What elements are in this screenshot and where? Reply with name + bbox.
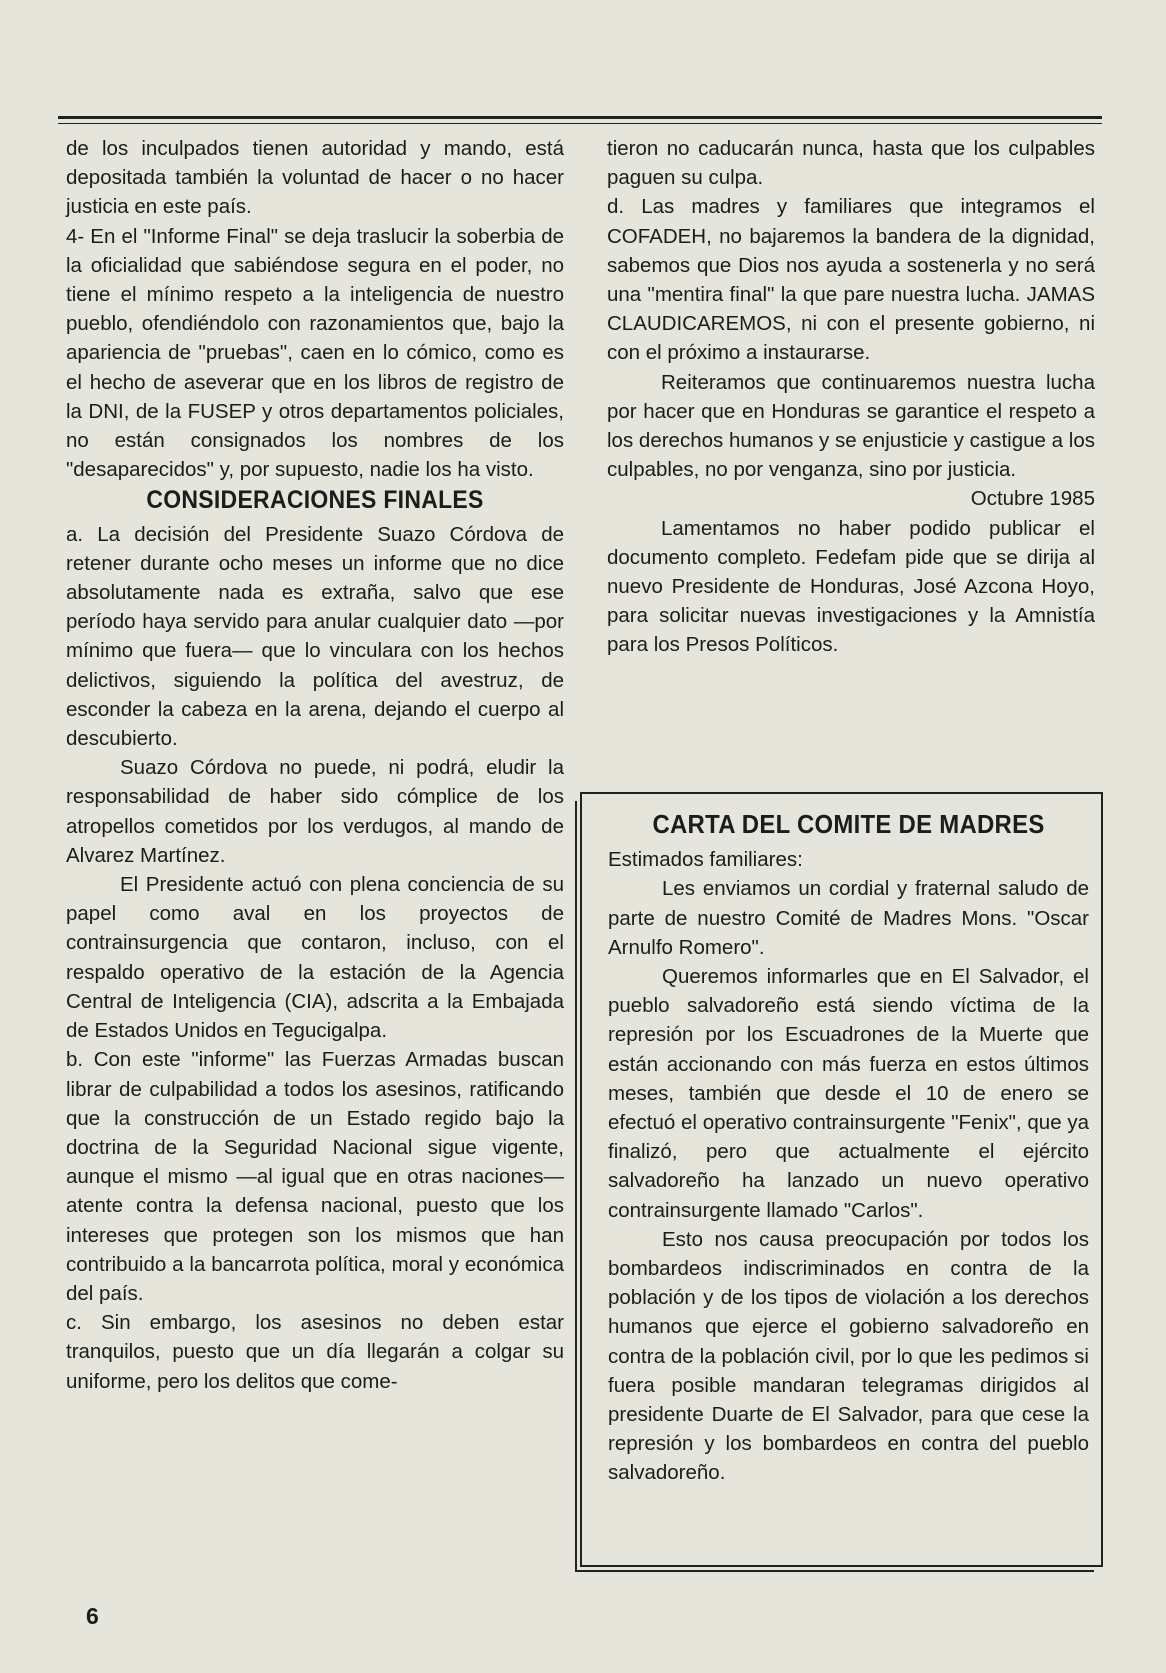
item-a: a. La decisión del Presidente Suazo Córdova de retener durante ocho meses un informe que no dice absolutamente nada es extraña, salvo que ese período haya servido para anular cualquier dato —por mínimo que fuera— que lo vinculara con los hechos delictivos, siguiendo la política del avestruz, de esconder la cabeza en la arena, dejando el cuerpo al descubierto.: [66, 522, 564, 751]
letter-paragraph-3: Esto nos causa preocupación por todos los bombardeos indiscriminados en contra de la población y de los tipos de violación a los derechos humanos que ejerce el gobierno salvadoreño en contra de la población civil, por lo que les pedimos si fuera posible mandaran telegramas dirigidos al presidente Duarte de El Salvador, para que cese la represión y los bombardeos en contra del pueblo salvadoreño.: [608, 1227, 1089, 1485]
header-rule-thin: [58, 123, 1102, 124]
letter-box: [580, 792, 1103, 1567]
left-paragraph-4: 4- En el "Informe Final" se deja traslucir la soberbia de la oficialidad que sabiéndose segura en el poder, no tiene el mínimo respeto a la inteligencia de nuestro pueblo, ofendiéndolo con razonamientos que, bajo la apariencia de "pruebas", caen en lo cómico, como es el hecho de aseverar que en los libros de registro de la DNI, de la FUSEP y otros departamentos policiales, no están consignados los nombres de los "desaparecidos" y, por supuesto, nadie los ha visto.: [66, 224, 564, 482]
letter-heading: CARTA DEL COMITE DE MADRES: [652, 809, 1045, 839]
item-a-paragraph-2: Suazo Córdova no puede, ni podrá, eludir la responsabilidad de haber sido cómplice de los atropellos cometidos por los verdugos, al mando de Alvarez Martínez.: [66, 756, 564, 867]
letter-salutation: Estimados familiares:: [608, 848, 803, 872]
item-d: d. Las madres y familiares que integramos el COFADEH, no bajaremos la bandera de la dignidad, sabemos que Dios nos ayuda a sostenerla y no será una "mentira final" la que pare nuestra lucha. JAMAS CLAUDICAREMOS, ni con el presente gobierno, ni con el próximo a instaurarse.: [607, 195, 1095, 365]
letter-paragraph-1: Les enviamos un cordial y fraternal saludo de parte de nuestro Comité de Madres Mons. "Oscar Arnulfo Romero".: [608, 877, 1089, 959]
item-c: c. Sin embargo, los asesinos no deben estar tranquilos, puesto que un día llegarán a colgar su uniforme, pero los delitos que come-: [66, 1311, 564, 1393]
item-b: b. Con este "informe" las Fuerzas Armadas buscan librar de culpabilidad a todos los asesinos, ratificando que la construcción de un Estado regido bajo la doctrina de la Seguridad Nacional sigue vigente, aunque el mismo —al igual que en otras naciones— atente contra la defensa nacional, puesto que los intereses que protegen son los mismos que han contribuido a la bancarrota política, moral y económica del país.: [66, 1048, 564, 1305]
right-column: [607, 134, 1095, 660]
item-c-continued: tieron no caducarán nunca, hasta que los culpables paguen su culpa.: [607, 137, 1095, 190]
reiteramos-paragraph: Reiteramos que continuaremos nuestra lucha por hacer que en Honduras se garantice el respeto a los derechos humanos y se enjusticie y castigue a los culpables, no por venganza, sino por justicia.: [607, 370, 1095, 482]
page-number: 6: [86, 1603, 99, 1629]
letter-paragraph-2: Queremos informarles que en El Salvador, el pueblo salvadoreño está siendo víctima de la represión por los Escuadrones de la Muerte que están accionando con más fuerza en estos últimos meses, también que desde el 10 de enero se efectuó el operativo contrainsurgente "Fenix", que ya finalizó, pero que actualmente el ejército salvadoreño ha lanzado un nuevo operativo contrainsurgente llamado "Carlos".: [608, 965, 1089, 1222]
section-heading: CONSIDERACIONES FINALES: [146, 486, 484, 515]
editor-note: Lamentamos no haber podido publicar el documento completo. Fedefam pide que se dirija al nuevo Presidente de Honduras, José Azcona Hoyo, para solicitar nuevas investigaciones y la Amnistía para los Presos Políticos.: [607, 516, 1095, 657]
date-line: Octubre 1985: [970, 487, 1095, 511]
item-a-paragraph-3: El Presidente actuó con plena conciencia de su papel como aval en los proyectos de contrainsurgencia que contaron, incluso, con el respaldo operativo de la estación de la Agencia Central de Inteligencia (CIA), adscrita a la Embajada de Estados Unidos en Tegucigalpa.: [66, 873, 564, 1043]
left-paragraph-1: de los inculpados tienen autoridad y mando, está depositada también la voluntad de hacer o no hacer justicia en este país.: [66, 137, 564, 219]
header-rule: [58, 116, 1102, 119]
left-column: [66, 134, 564, 1396]
